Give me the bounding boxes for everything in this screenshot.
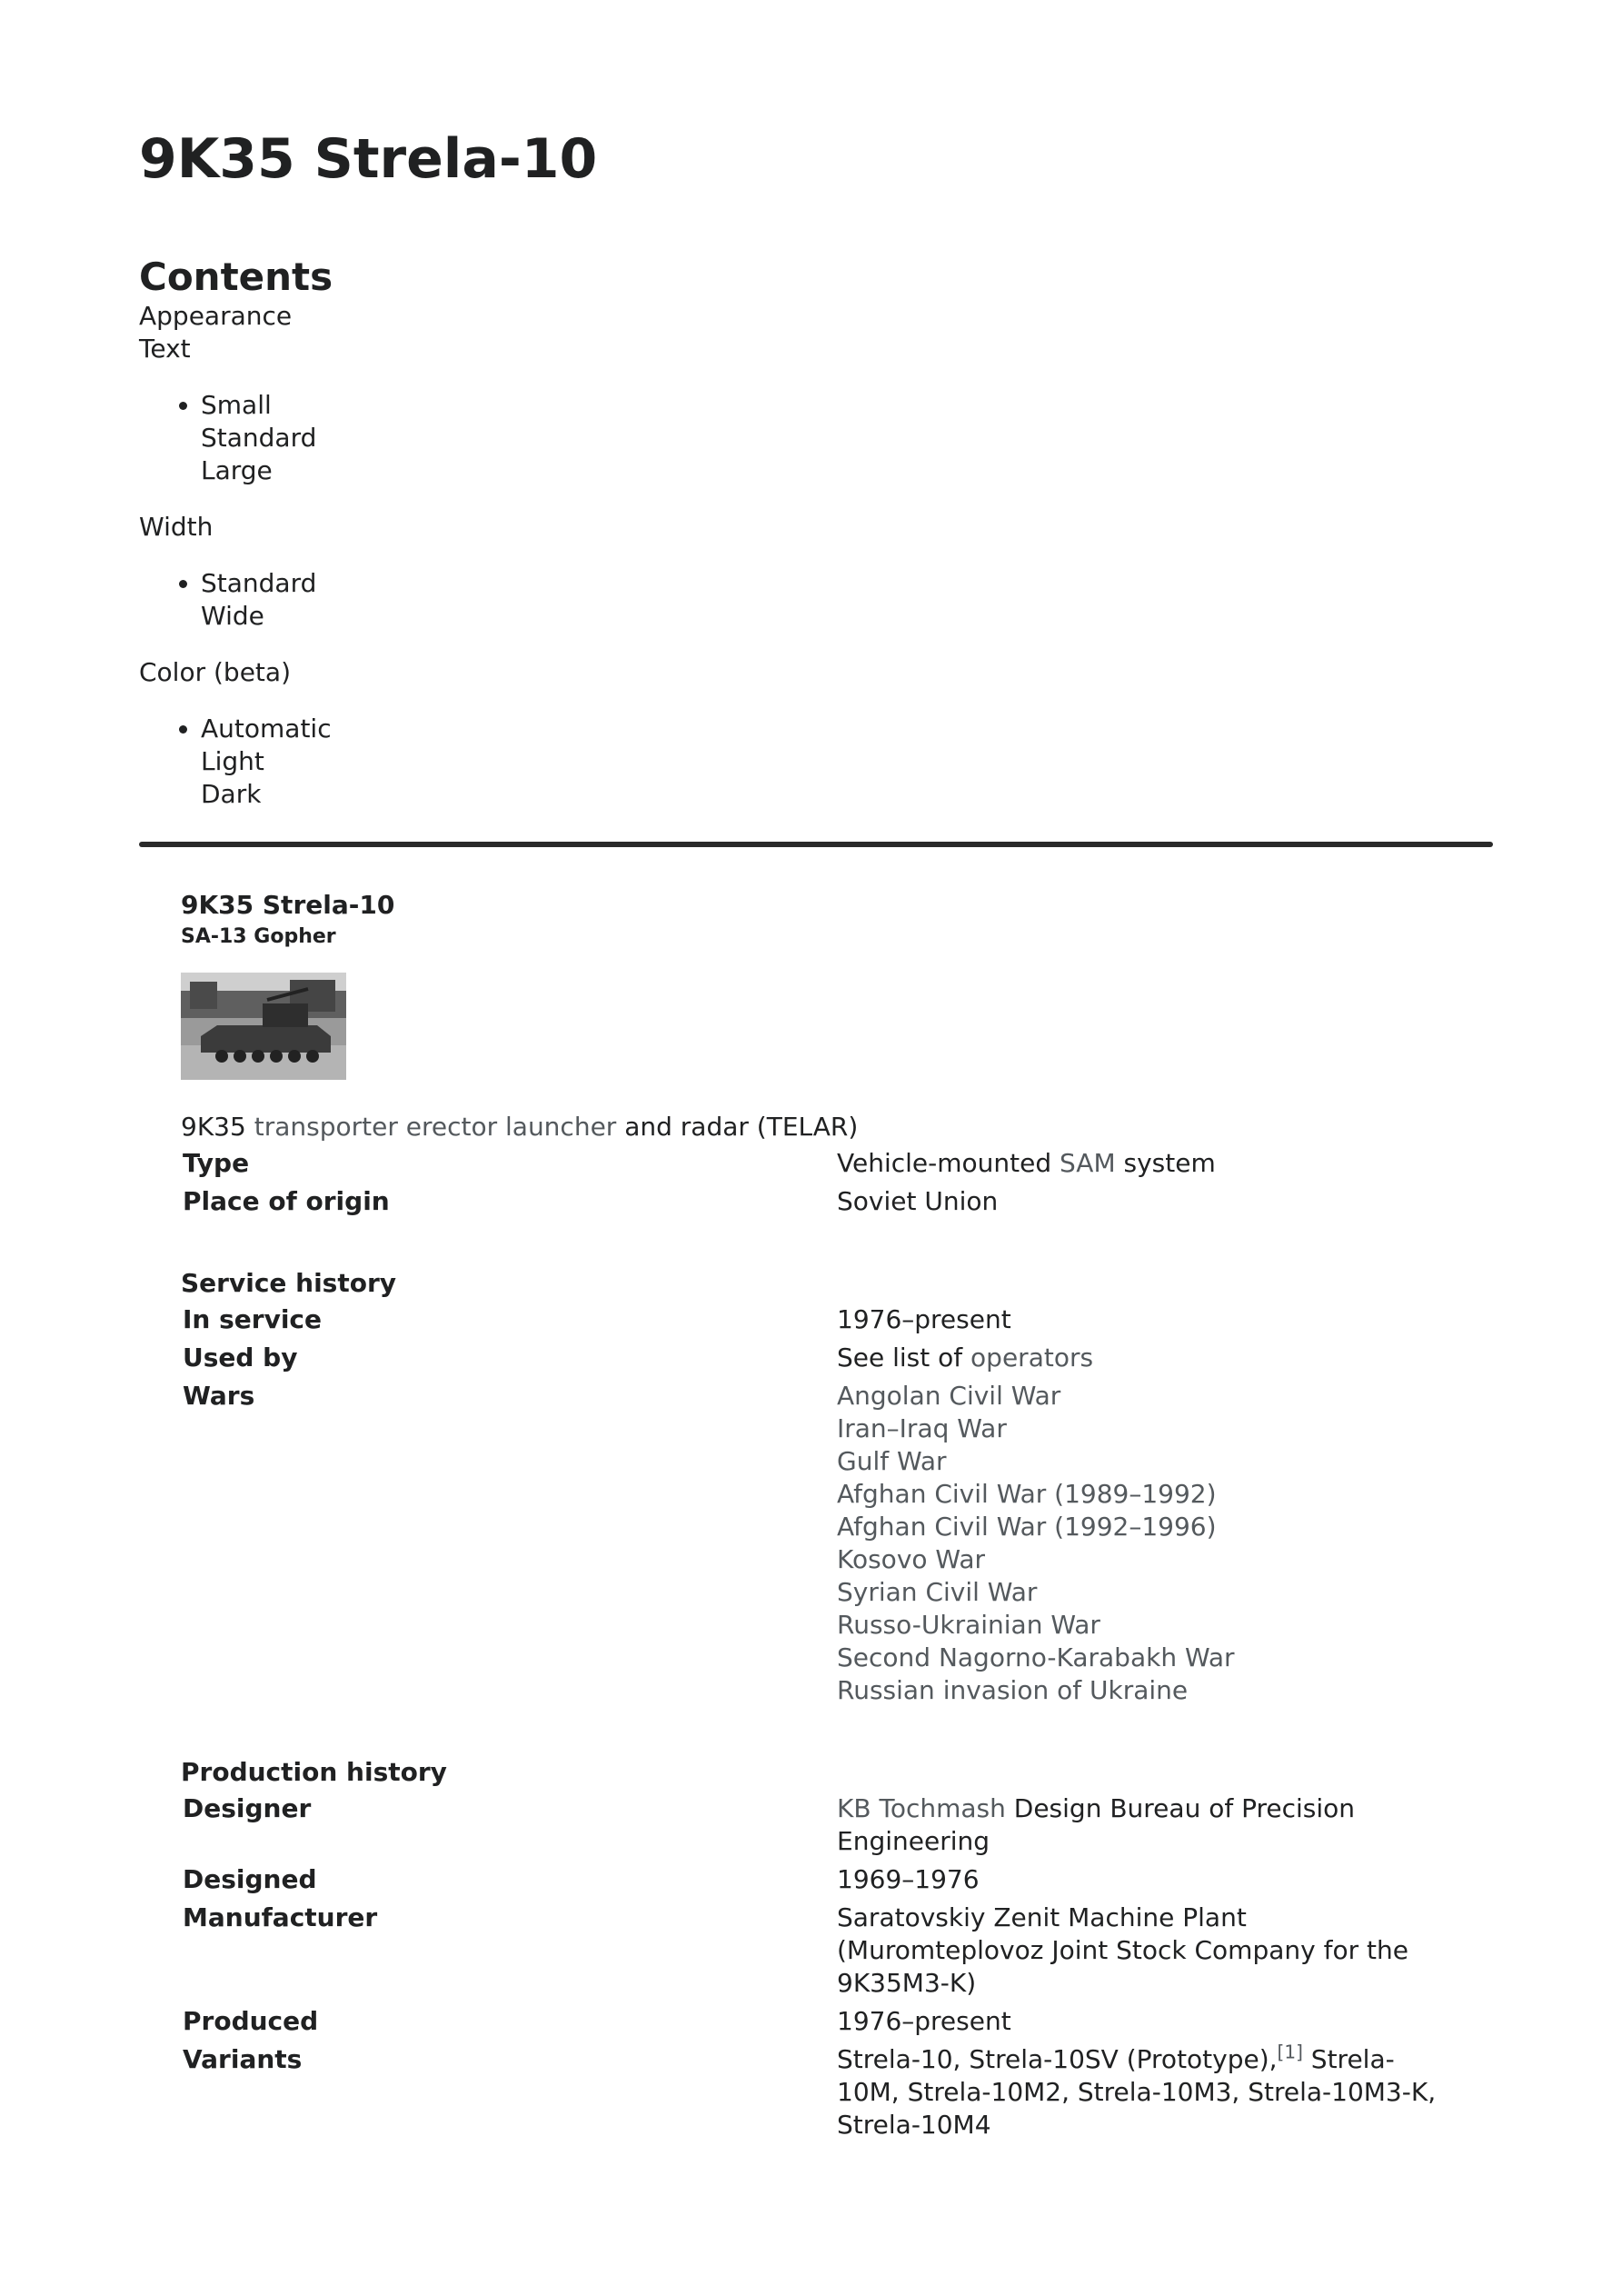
row-wars (181, 1380, 1444, 1707)
type-suffix: system (1115, 1148, 1216, 1178)
designer-suffix: Design Bureau of Precision Engineering (837, 1793, 1356, 1856)
designed-value: 1969–1976 (837, 1864, 980, 1894)
width-options-item (201, 567, 1493, 633)
row-type (181, 1147, 1444, 1180)
vehicle-photo[interactable] (181, 973, 346, 1080)
contents-heading: Contents (139, 255, 333, 299)
row-produced (181, 2005, 1444, 2038)
infobox (181, 887, 1444, 2141)
caption-prefix: 9K35 (181, 1112, 254, 1142)
row-variants (181, 2043, 1444, 2141)
type-label: Type (183, 1148, 250, 1178)
designed-label: Designed (183, 1864, 317, 1894)
text-option-large[interactable]: Large (201, 455, 273, 485)
variants-part2: Strela-10M, Strela-10M2, Strela-10M3, Strela-10M3-K, Strela-10M4 (837, 2044, 1437, 2140)
color-option-automatic[interactable]: • Automatic (201, 714, 332, 744)
row-designed (181, 1863, 1444, 1896)
section-divider (139, 842, 1493, 847)
war-link[interactable]: Russian invasion of Ukraine (837, 1675, 1189, 1705)
variants-value (837, 2043, 1437, 2141)
produced-label: Produced (183, 2006, 319, 2036)
image-caption (181, 1111, 1444, 1143)
wars-label: Wars (183, 1381, 255, 1411)
row-designer (181, 1792, 1444, 1858)
page-title: 9K35 Strela-10 (139, 127, 598, 191)
appearance-label: Appearance (139, 301, 293, 331)
in-service-value: 1976–present (837, 1304, 1011, 1334)
designer-label: Designer (183, 1793, 312, 1823)
caption-link[interactable]: transporter erector launcher (254, 1112, 617, 1142)
operators-link[interactable]: operators (970, 1343, 1094, 1373)
row-origin (181, 1185, 1444, 1218)
row-used-by (181, 1342, 1444, 1374)
war-link[interactable]: Syrian Civil War (837, 1577, 1038, 1607)
color-options-item (201, 713, 1493, 811)
infobox-title: 9K35 Strela-10 (181, 890, 395, 920)
text-option-standard[interactable]: Standard (201, 423, 317, 453)
caption-suffix: and radar (TELAR) (616, 1112, 859, 1142)
infobox-nato-name: SA-13 Gopher (181, 925, 336, 948)
used-by-prefix: See list of (837, 1343, 971, 1373)
text-options-item (201, 389, 1493, 487)
type-link[interactable]: SAM (1060, 1148, 1116, 1178)
used-by-label: Used by (183, 1343, 298, 1373)
wars-list (837, 1380, 1437, 1707)
war-link[interactable]: Afghan Civil War (1992–1996) (837, 1512, 1217, 1542)
page (139, 118, 1493, 2141)
width-options (139, 567, 1493, 633)
row-manufacturer (181, 1902, 1444, 2000)
production-history-heading: Production history (181, 1757, 447, 1787)
war-link[interactable]: Russo-Ukrainian War (837, 1610, 1100, 1640)
origin-label: Place of origin (183, 1186, 390, 1216)
war-link[interactable]: Iran–Iraq War (837, 1413, 1007, 1443)
width-label: Width (139, 512, 214, 542)
width-option-wide[interactable]: Wide (201, 601, 264, 631)
manufacturer-value: Saratovskiy Zenit Machine Plant (Muromteplovoz Joint Stock Company for the 9K35M3-K) (837, 1902, 1408, 1998)
war-link[interactable]: Afghan Civil War (1989–1992) (837, 1479, 1217, 1509)
width-option-standard[interactable]: • Standard (201, 568, 317, 598)
service-history-heading: Service history (181, 1268, 397, 1298)
row-in-service (181, 1303, 1444, 1336)
produced-value: 1976–present (837, 2006, 1011, 2036)
war-link[interactable]: Gulf War (837, 1446, 947, 1476)
text-option-small[interactable]: • Small (201, 390, 272, 420)
war-link[interactable]: Second Nagorno-Karabakh War (837, 1642, 1235, 1672)
in-service-label: In service (183, 1304, 323, 1334)
war-link[interactable]: Kosovo War (837, 1544, 985, 1574)
type-value (837, 1147, 1437, 1180)
designer-link[interactable]: KB Tochmash (837, 1793, 1006, 1823)
text-options (139, 389, 1493, 487)
color-option-light[interactable]: Light (201, 746, 264, 776)
color-option-dark[interactable]: Dark (201, 779, 262, 809)
manufacturer-label: Manufacturer (183, 1902, 378, 1932)
variants-label: Variants (183, 2044, 303, 2074)
text-label: Text (139, 334, 191, 364)
color-label: Color (beta) (139, 657, 291, 687)
war-link[interactable]: Angolan Civil War (837, 1381, 1061, 1411)
used-by-value (837, 1342, 1437, 1374)
origin-value: Soviet Union (837, 1186, 999, 1216)
designer-value (837, 1792, 1437, 1858)
variants-part1: Strela-10, Strela-10SV (Prototype), (837, 2044, 1278, 2074)
color-options (139, 713, 1493, 811)
type-prefix: Vehicle-mounted (837, 1148, 1060, 1178)
reference-link[interactable]: [1] (1277, 2041, 1303, 2063)
